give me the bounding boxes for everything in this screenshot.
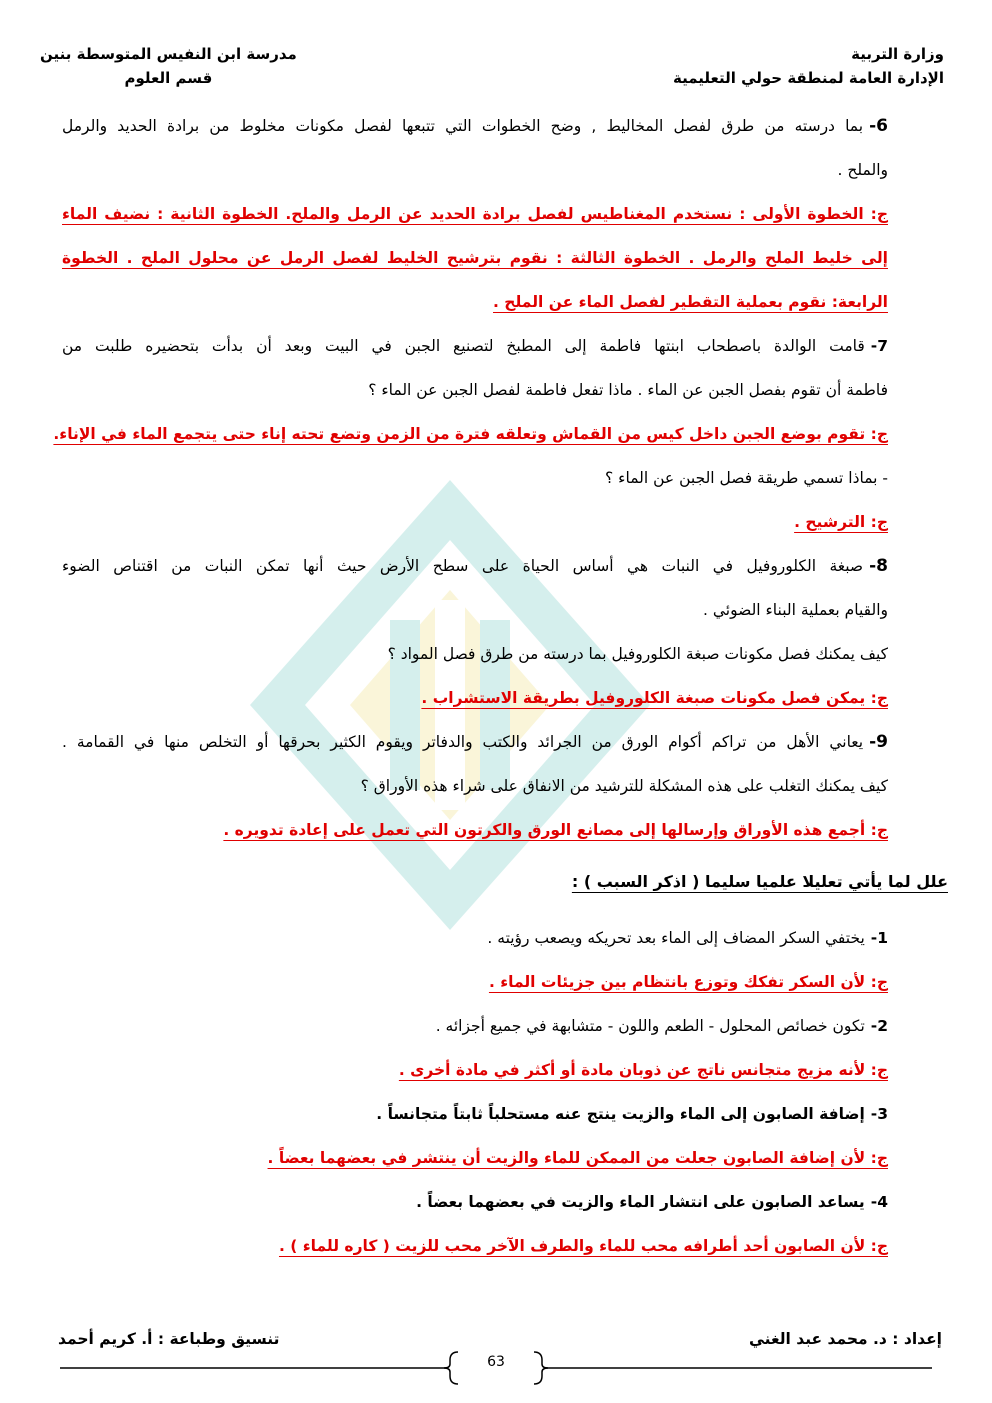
r1-answer: ج: لأن السكر تفكك وتوزع بانتظام بين جزيئات الماء . <box>488 973 888 991</box>
q7-line-2: فاطمة أن تقوم بفصل الجبن عن الماء . ماذا تفعل فاطمة لفصل الجبن عن الماء ؟ <box>368 381 888 399</box>
q7-answer-line-1: ج: تقوم بوضع الجبن داخل كيس من القماش وتعلقه فترة من الزمن وتضع تحته إناء حتى يتجمع الماء في الإناء. <box>53 425 888 443</box>
r1-number: 1- <box>870 929 888 947</box>
q6-answer-line-2: إلى خليط الملح والرمل . الخطوة الثالثة : نقوم بترشيح الخليط لفصل الرمل عن محلول الملح . الخطوة <box>62 249 888 267</box>
q6-number: 6- <box>869 116 888 136</box>
q8-text-1: صبغة الكلوروفيل في النبات هي أساس الحياة على سطح الأرض حيث أنها تمكن النبات من اقتناص الضوء <box>62 557 864 575</box>
footer-prepared-by: إعداد : د. محمد عبد الغني <box>748 1330 942 1348</box>
header-department-name: قسم العلوم <box>124 69 213 87</box>
r1-text: يختفي السكر المضاف إلى الماء بعد تحريكه ويصعب رؤيته . <box>487 929 865 947</box>
q6-text-1: بما درسته من طرق لفصل المخاليط , وضح الخطوات التي تتبعها لفصل مكونات مخلوط من برادة الحديد والرمل <box>62 117 864 135</box>
q7-sub-answer: ج: الترشيح . <box>794 513 888 531</box>
reasons-section-title: علل لما يأتي تعليلا علميا سليما ( اذكر السبب ) : <box>571 872 948 891</box>
q7-line-1 <box>62 324 944 368</box>
q6-line-2: والملح . <box>837 161 888 179</box>
r1-line <box>62 916 944 960</box>
q8-line-1 <box>62 544 944 588</box>
header-ministry-name: وزارة التربية <box>851 45 944 63</box>
r4-text: يساعد الصابون على انتشار الماء والزيت في بعضهما بعضاً . <box>416 1193 865 1211</box>
r3-text: إضافة الصابون إلى الماء والزيت ينتج عنه مستحلباً ثابتاً متجانساً . <box>376 1105 865 1123</box>
q9-text-1: يعاني الأهل من تراكم أكوام الورق من الجرائد والكتب والدفاتر ويقوم الكثير بحرقها أو التخلص منها في القمامة . <box>62 733 864 751</box>
r4-line <box>62 1180 944 1224</box>
q9-line-1 <box>62 720 944 764</box>
r4-number: 4- <box>870 1193 888 1211</box>
header-school <box>40 42 297 90</box>
q7-number: 7- <box>870 337 888 355</box>
r2-line <box>62 1004 944 1048</box>
q9-line-2: كيف يمكنك التغلب على هذه المشكلة للترشيد من الانفاق على شراء هذه الأوراق ؟ <box>360 777 888 795</box>
r2-text: تكون خصائص المحلول - الطعم واللون - متشابهة في جميع أجزائه . <box>435 1017 865 1035</box>
page-number: 63 <box>487 1354 505 1370</box>
q7-sub-question: - بماذا تسمي طريقة فصل الجبن عن الماء ؟ <box>605 469 888 487</box>
footer-printed-by: تنسيق وطباعة : أ. كريم أحمد <box>58 1330 280 1348</box>
q6-line-1 <box>62 104 944 148</box>
q9-number: 9- <box>869 732 888 752</box>
q6-answer-line-3: الرابعة: نقوم بعملية التقطير لفصل الماء عن الملح . <box>493 293 888 311</box>
q8-answer-line-1: ج: يمكن فصل مكونات صبغة الكلوروفيل بطريقة الاستشراب . <box>421 689 888 707</box>
r2-number: 2- <box>870 1017 888 1035</box>
q8-line-2: والقيام بعملية البناء الضوئي . <box>703 601 888 619</box>
q8-line-3: كيف يمكنك فصل مكونات صبغة الكلوروفيل بما درسته من طرق فصل المواد ؟ <box>387 645 888 663</box>
q8-number: 8- <box>869 556 888 576</box>
r3-answer: ج: لأن إضافة الصابون جعلت من الممكن للماء والزيت أن ينتشر في بعضهما بعضاً . <box>267 1149 888 1167</box>
header-ministry <box>673 42 944 90</box>
r2-answer: ج: لأنه مزيج متجانس ناتج عن ذوبان مادة أو أكثر في مادة أخرى . <box>398 1061 888 1079</box>
q6-answer-line-1: ج: الخطوة الأولى : نستخدم المغناطيس لفصل برادة الحديد عن الرمل والملح. الخطوة الثانية : نضيف الماء <box>62 205 888 223</box>
worksheet-content <box>53 104 948 1268</box>
header-district-name: الإدارة العامة لمنطقة حولي التعليمية <box>672 69 944 87</box>
r4-answer: ج: لأن الصابون أحد أطرافه محب للماء والطرف الآخر محب للزيت ( كاره للماء ) . <box>278 1237 888 1255</box>
r3-number: 3- <box>870 1105 888 1123</box>
header-school-name: مدرسة ابن النفيس المتوسطة بنين <box>40 45 297 63</box>
q9-answer-line-1: ج: أجمع هذه الأوراق وإرسالها إلى مصانع الورق والكرتون التي تعمل على إعادة تدويره . <box>223 821 888 839</box>
q7-text-1: قامت الوالدة باصطحاب ابنتها فاطمة إلى المطبخ لتصنيع الجبن في البيت وبعد أن بدأت بتحضيره طلبت من <box>62 337 865 355</box>
r3-line <box>62 1092 944 1136</box>
